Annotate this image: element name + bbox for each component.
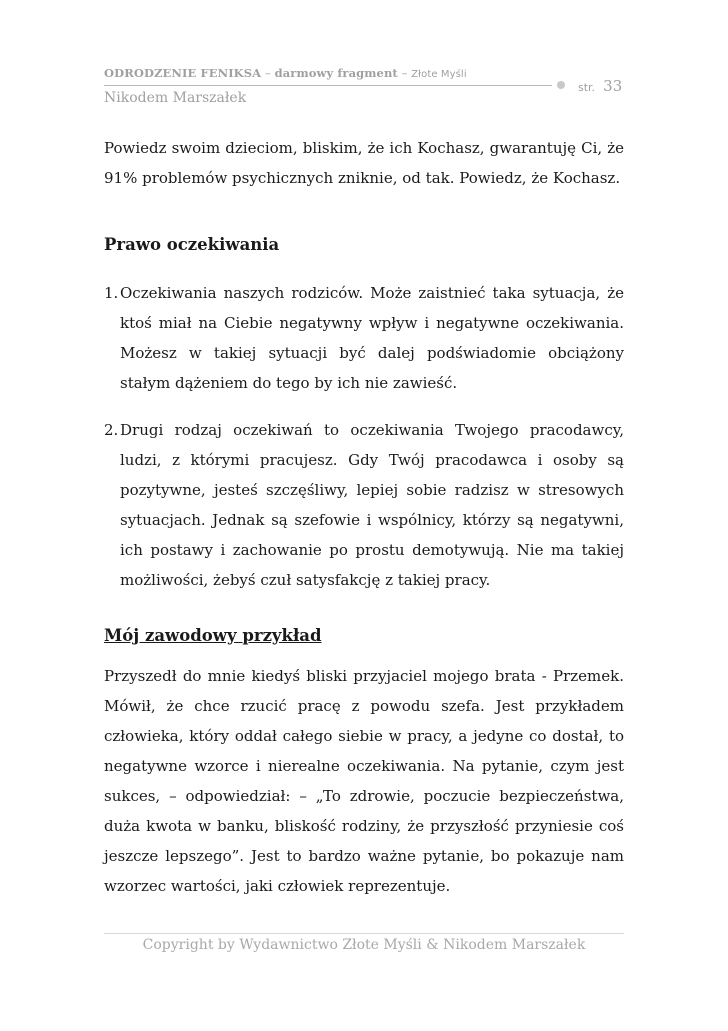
footer-copyright: Copyright by Wydawnictwo Złote Myśli & Nikodem Marszałek bbox=[142, 937, 586, 953]
list-item bbox=[104, 278, 624, 398]
intro-paragraph: Powiedz swoim dzieciom, bliskim, że ich Kochasz, gwarantuję Ci, że 91% problemów psychicznych zniknie, od tak. Powiedz, że Kochasz. bbox=[104, 139, 624, 187]
publisher-name: Złote Myśli bbox=[411, 69, 467, 80]
page-label: str. bbox=[578, 81, 596, 94]
list-item-text: Drugi rodzaj oczekiwań to oczekiwania Twojego pracodawcy, ludzi, z którymi pracujesz. Gdy Twój pracodawca i osoby są pozytywne, jesteś szczęśliwy, lepiej sobie radzisz w stresowych sytuacjach. Jednak są szefowie i wspólnicy, którzy są negatywni, ich postawy i zachowanie po prostu demotywują. Nie ma takiej możliwości, żebyś czuł satysfakcję z takiej pracy. bbox=[120, 421, 624, 589]
header-title-line bbox=[104, 66, 624, 80]
header-author: Nikodem Marszałek bbox=[104, 90, 247, 106]
header-rule bbox=[104, 85, 552, 86]
page-number bbox=[578, 76, 622, 95]
fragment-label: darmowy fragment bbox=[274, 66, 398, 80]
header-separator: – bbox=[264, 66, 271, 80]
list-item-number: 2. bbox=[104, 421, 119, 439]
list-item-number: 1. bbox=[104, 284, 119, 302]
page-header bbox=[104, 66, 624, 114]
section-heading-prawo: Prawo oczekiwania bbox=[104, 235, 280, 254]
example-paragraph: Przyszedł do mnie kiedyś bliski przyjaciel mojego brata - Przemek. Mówił, że chce rzucić pracę z powodu szefa. Jest przykładem człowieka, który oddał całego siebie w pracy, a jedyne co dostał, to negatywne wzorce i nierealne oczekiwania. Na pytanie, czym jest sukces, – odpowiedział: – „To zdrowie, poczucie bezpieczeństwa, duża kwota w banku, bliskość rodziny, że przyszłość przyniesie coś jeszcze lepszego”. Jest to bardzo ważne pytanie, bo pokazuje nam wzorzec wartości, jaki człowiek reprezentuje. bbox=[104, 667, 624, 895]
footer-rule bbox=[104, 933, 624, 934]
page-content bbox=[104, 133, 624, 901]
list-item-text: Oczekiwania naszych rodziców. Może zaistnieć taka sytuacja, że ktoś miał na Ciebie negatywny wpływ i negatywne oczekiwania. Możesz w takiej sytuacji być dalej podświadomie obciążony stałym dążeniem do tego by ich nie zawieść. bbox=[120, 284, 624, 392]
bullet-icon bbox=[557, 81, 565, 89]
section-heading-przyklad: Mój zawodowy przykład bbox=[104, 626, 322, 645]
book-title: ODRODZENIE FENIKSA bbox=[104, 66, 262, 80]
header-separator-2: – bbox=[401, 66, 408, 80]
list-item bbox=[104, 415, 624, 595]
page-number-value: 33 bbox=[603, 77, 623, 95]
